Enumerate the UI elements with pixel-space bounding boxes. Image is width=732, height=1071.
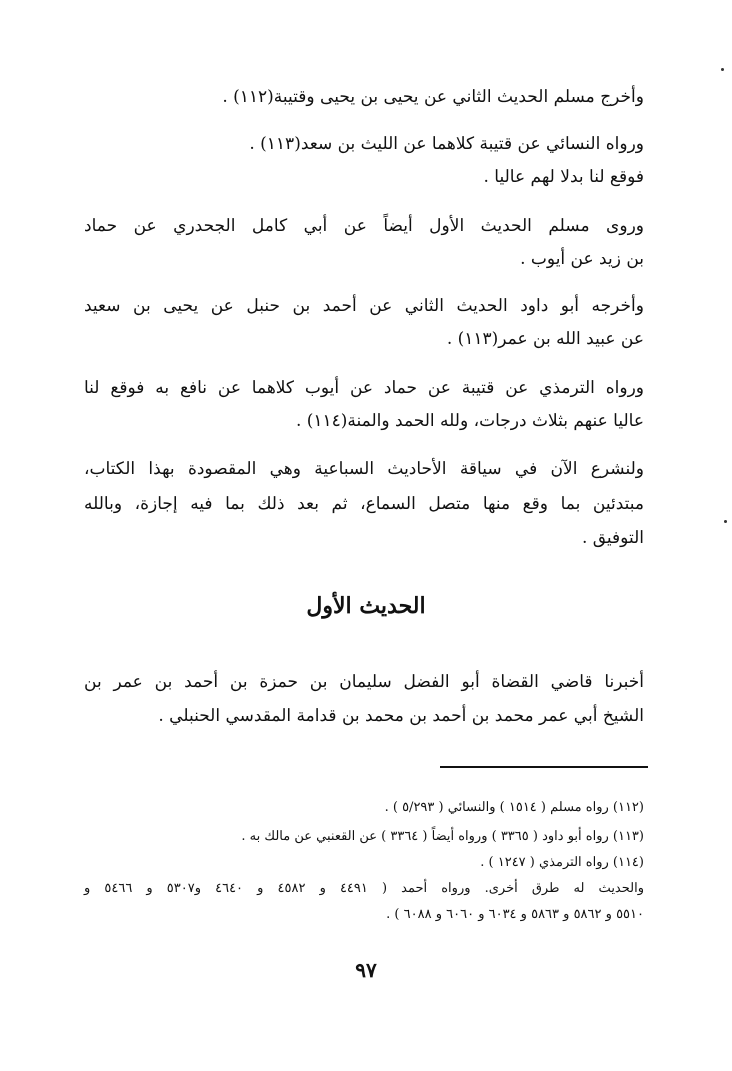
paragraph-line: ورواه النسائي عن قتيبة كلاهما عن الليث بن سعد(١١٣) . xyxy=(249,134,644,154)
footnote-divider xyxy=(440,766,648,768)
paragraph-line: عن عبيد الله بن عمر(١١٣) . xyxy=(446,329,644,349)
paragraph-line: ورواه الترمذي عن قتيبة عن حماد عن أيوب كلاهما عن نافع به فوقع لنا xyxy=(84,378,644,398)
scan-speck xyxy=(721,68,724,71)
footnote-extra-line: ٥٥١٠ و ٥٨٦٢ و ٥٨٦٣ و ٦٠٣٤ و ٦٠٦٠ و ٦٠٨٨ ) . xyxy=(386,907,644,922)
paragraph-line: التوفيق . xyxy=(581,528,644,548)
hadith-line: الشيخ أبي عمر محمد بن أحمد بن محمد بن قدامة المقدسي الحنبلي . xyxy=(158,706,644,726)
paragraph-line: وأخرجه أبو داود الحديث الثاني عن أحمد بن حنبل عن يحيى بن سعيد xyxy=(84,296,644,316)
paragraph-line: بن زيد عن أيوب . xyxy=(520,249,644,269)
page-number: ٩٧ xyxy=(355,958,377,982)
paragraph-line: فوقع لنا بدلا لهم عاليا . xyxy=(483,167,644,187)
paragraph-line: عاليا عنهم بثلاث درجات، ولله الحمد والمنة(١١٤) . xyxy=(295,411,644,431)
footnote-113: (١١٣) رواه أبو داود ( ٣٣٦٥ ) ورواه أيضاً ( ٣٣٦٤ ) عن القعنبي عن مالك به . xyxy=(241,829,644,844)
section-heading: الحديث الأول xyxy=(306,593,426,619)
paragraph-line: مبتدئين بما وقع منها متصل السماع، ثم بعد ذلك بما فيه إجازة، وبالله xyxy=(84,494,644,514)
scan-speck xyxy=(724,520,727,523)
hadith-line: أخبرنا قاضي القضاة أبو الفضل سليمان بن حمزة بن أحمد بن عمر بن xyxy=(84,672,644,692)
footnote-112: (١١٢) رواه مسلم ( ١٥١٤ ) والنسائي ( ٥/٢٩٣ ) . xyxy=(384,800,644,815)
paragraph-line: ولنشرع الآن في سياقة الأحاديث السباعية وهي المقصودة بهذا الكتاب، xyxy=(84,459,644,479)
footnote-extra-line: والحديث له طرق أخرى. ورواه أحمد ( ٤٤٩١ و ٤٥٨٢ و ٤٦٤٠ و٥٣٠٧ و ٥٤٦٦ و xyxy=(84,881,644,896)
paragraph-line: وروى مسلم الحديث الأول أيضاً عن أبي كامل الجحدري عن حماد xyxy=(84,216,644,236)
footnote-114: (١١٤) رواه الترمذي ( ١٢٤٧ ) . xyxy=(480,855,644,870)
paragraph-line: وأخرج مسلم الحديث الثاني عن يحيى بن يحيى وقتيبة(١١٢) . xyxy=(222,87,644,107)
